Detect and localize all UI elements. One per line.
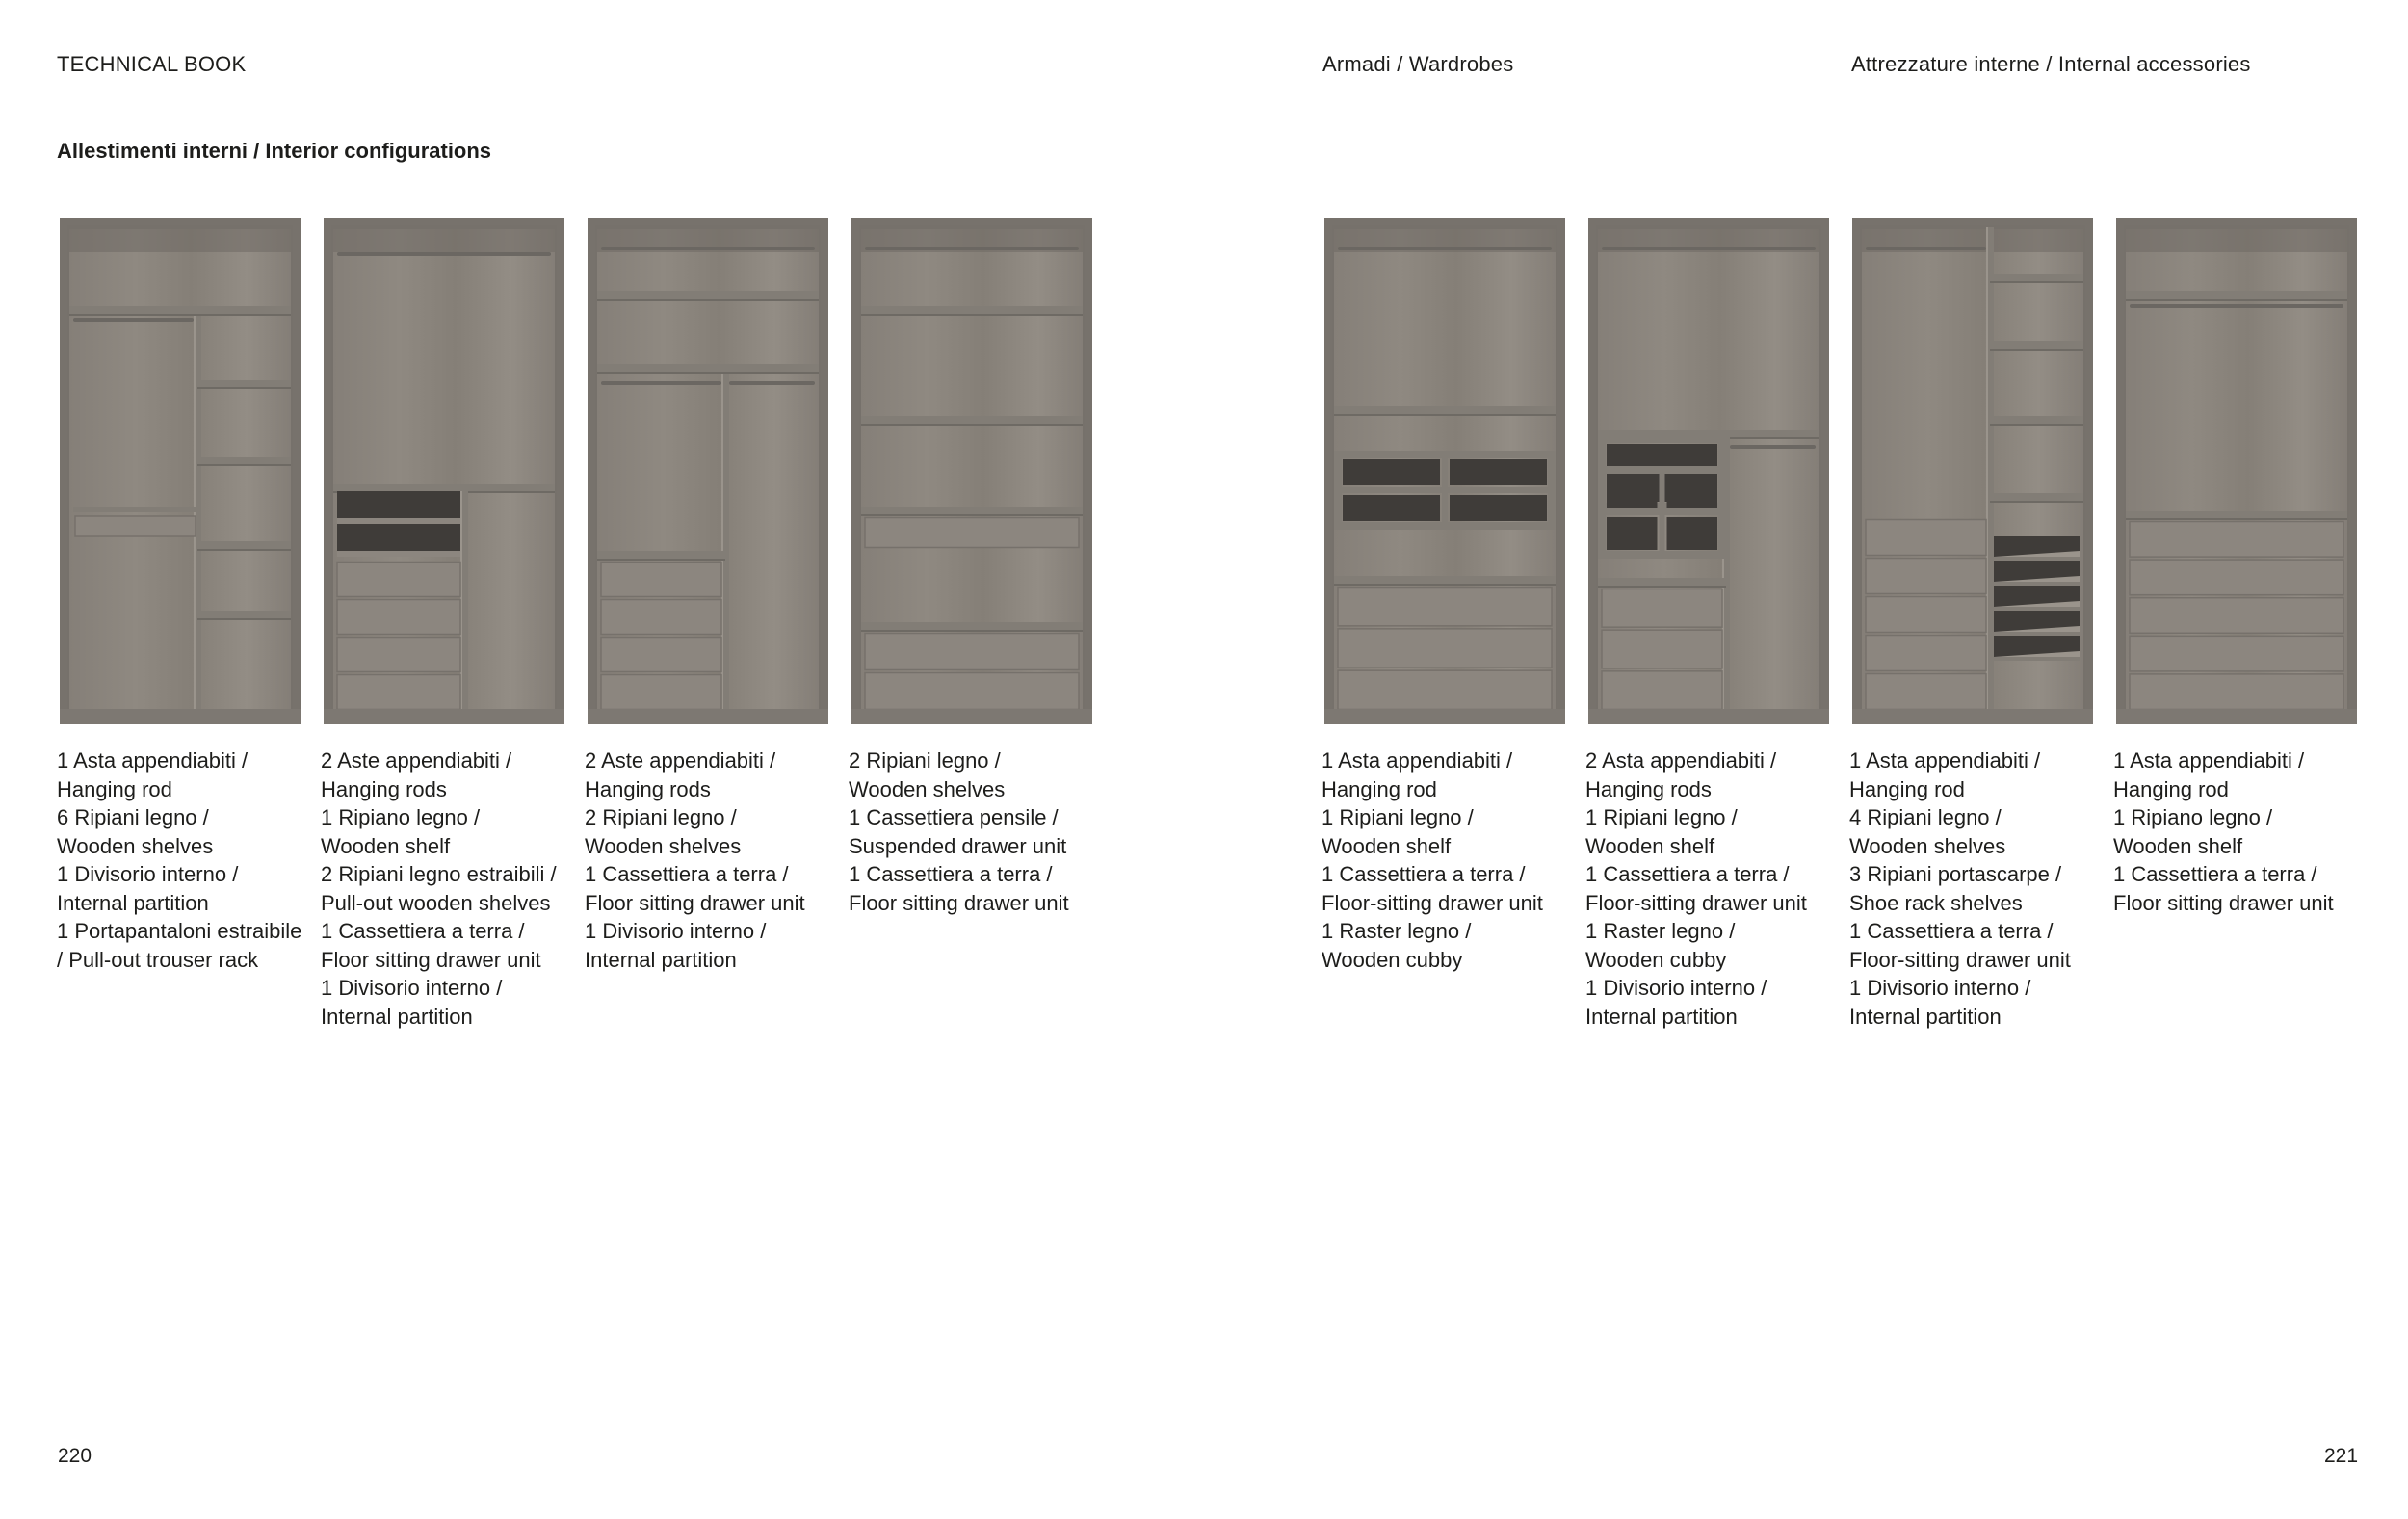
page-subtitle: Allestimenti interni / Interior configurations: [57, 139, 492, 163]
description-line: 2 Aste appendiabiti /: [585, 748, 776, 773]
description-line: 1 Asta appendiabiti /: [2113, 748, 2305, 773]
description-line: 1 Asta appendiabiti /: [1322, 748, 1513, 773]
page-number-right: 221: [2324, 1445, 2359, 1467]
description-line: 1 Ripiani legno /: [1585, 805, 1738, 829]
configuration-description-7: [1849, 746, 2102, 1031]
description-line: Wooden shelf: [1585, 833, 1715, 858]
wardrobe-configuration-5: [1324, 218, 1565, 724]
description-line: Wooden cubby: [1322, 947, 1463, 972]
description-line: 1 Cassettiera a terra /: [585, 862, 789, 886]
description-line: Floor-sitting drawer unit: [1585, 890, 1807, 915]
description-line: 2 Asta appendiabiti /: [1585, 748, 1777, 773]
wardrobe-configuration-8: [2116, 218, 2357, 724]
description-line: Wooden shelves: [849, 776, 1006, 801]
category-title: Armadi / Wardrobes: [1322, 52, 1514, 76]
description-line: Suspended drawer unit: [849, 833, 1067, 858]
description-line: Hanging rods: [1585, 776, 1712, 801]
description-line: 2 Aste appendiabiti /: [321, 748, 512, 773]
description-line: 1 Cassettiera pensile /: [849, 805, 1059, 829]
description-line: 4 Ripiani legno /: [1849, 805, 2002, 829]
description-line: Internal partition: [321, 1004, 473, 1029]
wardrobe-configuration-6: [1588, 218, 1829, 724]
configuration-description-8: [2113, 746, 2366, 917]
description-line: Wooden shelf: [321, 833, 451, 858]
description-line: Internal partition: [1585, 1004, 1738, 1029]
description-line: 2 Ripiani legno estraibili /: [321, 862, 557, 886]
description-line: 1 Divisorio interno /: [1585, 976, 1767, 1000]
description-line: 1 Cassettiera a terra /: [1322, 862, 1526, 886]
description-line: 1 Divisorio interno /: [585, 919, 767, 943]
description-line: Floor-sitting drawer unit: [1322, 890, 1543, 915]
description-line: 1 Cassettiera a terra /: [1849, 919, 2054, 943]
description-line: Floor-sitting drawer unit: [1849, 947, 2071, 972]
description-line: Internal partition: [585, 947, 737, 972]
description-line: Wooden shelves: [1849, 833, 2006, 858]
configuration-description-3: [585, 746, 837, 974]
wardrobe-configuration-1: [60, 218, 301, 724]
configuration-description-6: [1585, 746, 1838, 1031]
description-line: 1 Divisorio interno /: [321, 976, 503, 1000]
description-line: 1 Asta appendiabiti /: [1849, 748, 2041, 773]
description-line: 1 Cassettiera a terra /: [321, 919, 525, 943]
description-line: Pull-out wooden shelves: [321, 890, 551, 915]
description-line: Internal partition: [1849, 1004, 2002, 1029]
description-line: 1 Portapantaloni estraibile: [57, 919, 302, 943]
section-title: Attrezzature interne / Internal accessories: [1851, 52, 2251, 76]
description-line: Floor sitting drawer unit: [2113, 890, 2334, 915]
wardrobe-configuration-7: [1852, 218, 2093, 724]
description-line: 3 Ripiani portascarpe /: [1849, 862, 2062, 886]
description-line: 1 Cassettiera a terra /: [849, 862, 1053, 886]
configuration-description-5: [1322, 746, 1574, 974]
description-line: Hanging rods: [585, 776, 711, 801]
description-line: Internal partition: [57, 890, 209, 915]
description-line: Wooden shelf: [1322, 833, 1452, 858]
description-line: 1 Ripiani legno /: [1322, 805, 1474, 829]
description-line: 1 Asta appendiabiti /: [57, 748, 249, 773]
description-line: Wooden shelves: [57, 833, 214, 858]
configuration-description-4: [849, 746, 1101, 917]
book-title: TECHNICAL BOOK: [57, 52, 247, 76]
description-line: / Pull-out trouser rack: [57, 947, 259, 972]
configuration-description-1: [57, 746, 309, 974]
description-line: 1 Ripiano legno /: [2113, 805, 2273, 829]
description-line: Hanging rod: [2113, 776, 2229, 801]
description-line: 2 Ripiani legno /: [585, 805, 737, 829]
description-line: 2 Ripiani legno /: [849, 748, 1001, 773]
configuration-description-2: [321, 746, 573, 1031]
description-line: Hanging rod: [1849, 776, 1965, 801]
wardrobe-configuration-2: [324, 218, 564, 724]
description-line: 1 Cassettiera a terra /: [2113, 862, 2317, 886]
description-line: Wooden shelves: [585, 833, 742, 858]
description-line: 1 Cassettiera a terra /: [1585, 862, 1790, 886]
description-line: 6 Ripiani legno /: [57, 805, 209, 829]
description-line: 1 Divisorio interno /: [57, 862, 239, 886]
description-line: 1 Raster legno /: [1322, 919, 1472, 943]
wardrobe-configuration-4: [851, 218, 1092, 724]
wardrobe-configuration-3: [588, 218, 828, 724]
description-line: Wooden shelf: [2113, 833, 2243, 858]
page-number-left: 220: [58, 1445, 92, 1467]
description-line: Floor sitting drawer unit: [849, 890, 1069, 915]
description-line: Floor sitting drawer unit: [585, 890, 805, 915]
description-line: Shoe rack shelves: [1849, 890, 2023, 915]
description-line: 1 Divisorio interno /: [1849, 976, 2031, 1000]
description-line: 1 Ripiano legno /: [321, 805, 481, 829]
description-line: 1 Raster legno /: [1585, 919, 1736, 943]
description-line: Hanging rod: [57, 776, 172, 801]
description-line: Floor sitting drawer unit: [321, 947, 541, 972]
description-line: Wooden cubby: [1585, 947, 1727, 972]
description-line: Hanging rods: [321, 776, 447, 801]
description-line: Hanging rod: [1322, 776, 1437, 801]
